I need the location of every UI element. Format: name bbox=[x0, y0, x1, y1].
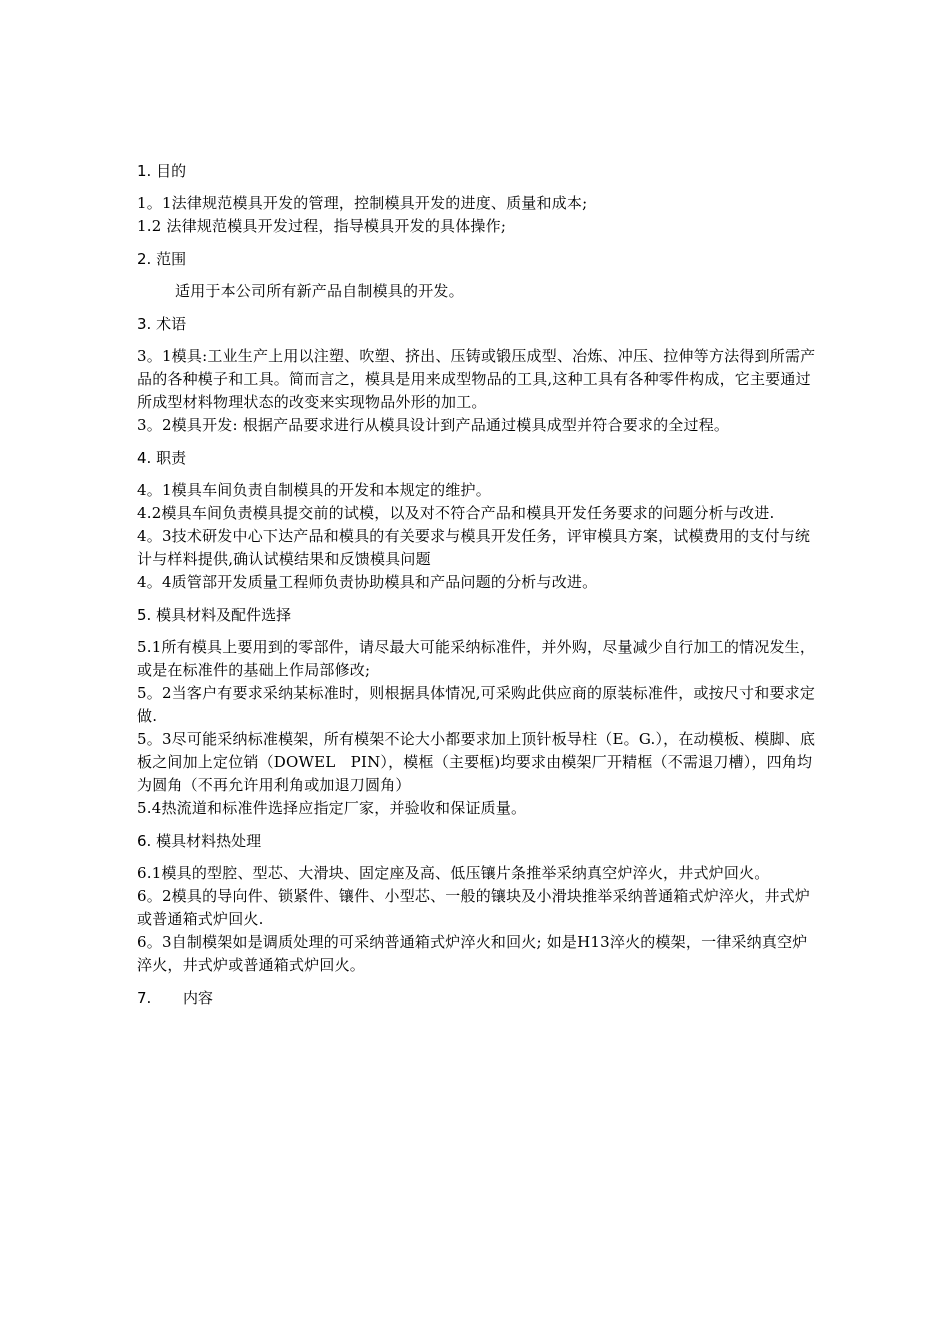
section-heading bbox=[137, 447, 820, 469]
section-title: 目的 bbox=[156, 162, 187, 180]
section-scope bbox=[137, 248, 820, 303]
paragraph: 3。2模具开发: 根据产品要求进行从模具设计到产品通过模具成型并符合要求的全过程。 bbox=[137, 416, 730, 434]
paragraph: 4.2模具车间负责模具提交前的试模，以及对不符合产品和模具开发任务要求的问题分析与改进. bbox=[137, 504, 775, 522]
paragraph: 5.1所有模具上要用到的零部件，请尽最大可能采纳标准件，并外购，尽量减少自行加工的情况发生，或是在标准件的基础上作局部修改; bbox=[137, 638, 816, 679]
paragraph: 1。1法律规范模具开发的管理，控制模具开发的进度、质量和成本; bbox=[137, 194, 588, 212]
section-number: 5. bbox=[137, 606, 152, 624]
paragraph: 5。3尽可能采纳标准模架，所有模架不论大小都要求加上顶针板导柱（E。G.），在动模板、模脚、底板之间加上定位销（DOWEL PIN），模框（主要框)均要求由模架厂开精框（不需退刀槽），四角均为圆角（不再允许用利角或加退刀圆角） bbox=[137, 730, 816, 794]
paragraph: 4。1模具车间负责自制模具的开发和本规定的维护。 bbox=[137, 481, 491, 499]
section-number: 1. bbox=[137, 162, 152, 180]
section-content bbox=[137, 987, 820, 1009]
paragraph: 1.2 法律规范模具开发过程，指导模具开发的具体操作; bbox=[137, 217, 507, 235]
section-terms bbox=[137, 313, 820, 437]
section-number: 2. bbox=[137, 250, 152, 268]
paragraph: 6。2模具的导向件、锁紧件、镶件、小型芯、一般的镶块及小滑块推举采纳普通箱式炉淬火，井式炉或普通箱式炉回火. bbox=[137, 887, 811, 928]
section-number: 4. bbox=[137, 449, 152, 467]
section-heading bbox=[137, 987, 820, 1009]
section-title: 职责 bbox=[156, 449, 187, 467]
section-number: 7. bbox=[137, 989, 152, 1007]
paragraph: 5。2当客户有要求采纳某标准时，则根据具体情况,可采购此供应商的原装标准件，或按尺寸和要求定做. bbox=[137, 684, 816, 725]
paragraph: 5.4热流道和标准件选择应指定厂家，并验收和保证质量。 bbox=[137, 799, 527, 817]
section-number: 6. bbox=[137, 832, 152, 850]
section-heading bbox=[137, 604, 820, 626]
section-responsibilities bbox=[137, 447, 820, 594]
paragraph: 适用于本公司所有新产品自制模具的开发。 bbox=[175, 282, 464, 300]
paragraph: 6.1模具的型腔、型芯、大滑块、固定座及高、低压镶片条推举采纳真空炉淬火，井式炉回火。 bbox=[137, 864, 770, 882]
section-heading bbox=[137, 313, 820, 335]
section-title: 术语 bbox=[156, 315, 187, 333]
section-heading bbox=[137, 160, 820, 182]
section-heat-treatment bbox=[137, 830, 820, 977]
paragraph: 4。3技术研发中心下达产品和模具的有关要求与模具开发任务，评审模具方案，试模费用的支付与统计与样料提供,确认试模结果和反馈模具问题 bbox=[137, 527, 811, 568]
section-title: 模具材料热处理 bbox=[156, 832, 262, 850]
section-title: 范围 bbox=[156, 250, 187, 268]
section-heading bbox=[137, 830, 820, 852]
section-title: 模具材料及配件选择 bbox=[156, 606, 292, 624]
section-number: 3. bbox=[137, 315, 152, 333]
section-purpose bbox=[137, 160, 820, 238]
paragraph: 6。3自制模架如是调质处理的可采纳普通箱式炉淬火和回火; 如是H13淬火的模架，一律采纳真空炉淬火，井式炉或普通箱式炉回火。 bbox=[137, 933, 808, 974]
paragraph: 4。4质管部开发质量工程师负责协助模具和产品问题的分析与改进。 bbox=[137, 573, 598, 591]
section-heading bbox=[137, 248, 820, 270]
section-title: 内容 bbox=[183, 989, 214, 1007]
paragraph: 3。1模具:工业生产上用以注塑、吹塑、挤出、压铸或锻压成型、冶炼、冲压、拉伸等方法得到所需产品的各种模子和工具。简而言之，模具是用来成型物品的工具,这种工具有各种零件构成，它主要通过所成型材料物理状态的改变来实现物品外形的加工。 bbox=[137, 347, 816, 411]
section-materials-parts bbox=[137, 604, 820, 820]
